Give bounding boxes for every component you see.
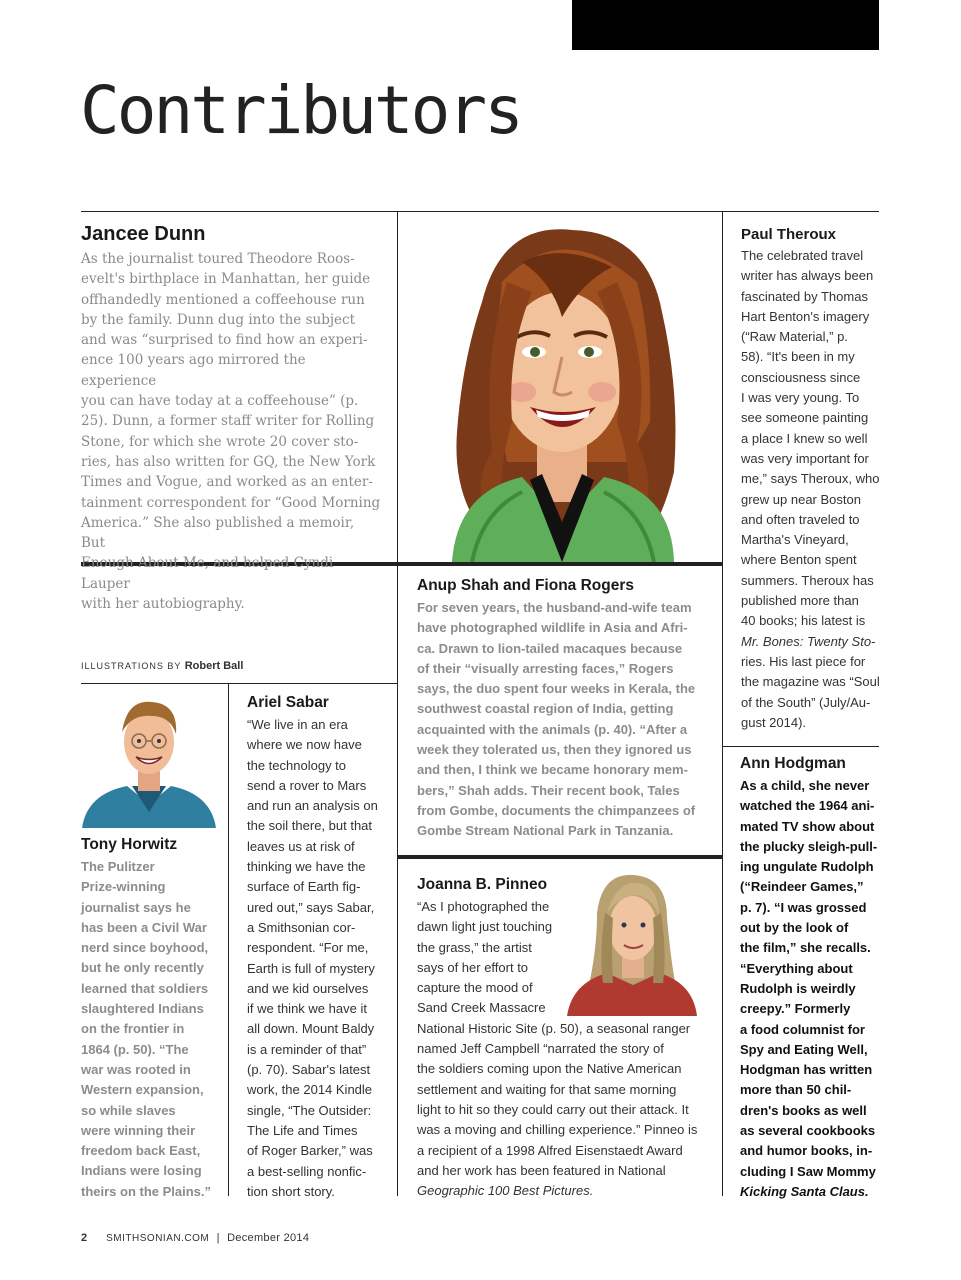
bio-line: as several cookbooks — [740, 1123, 876, 1139]
bio-line: send a rover to Mars — [247, 777, 367, 793]
bio-line: the soil there, but that — [247, 818, 373, 834]
bio-line: light to hit so they could carry out their attack. It — [417, 1101, 689, 1117]
bio-line: The celebrated travel — [741, 248, 864, 263]
bio-line: evelt's birthplace in Manhattan, her guide — [81, 271, 371, 288]
bio-line: ca. Drawn to lion-tailed macaques because — [417, 640, 683, 656]
bio-line: is a reminder of that” — [247, 1041, 367, 1057]
bio-line: has been a Civil War — [81, 919, 207, 935]
bio-line: creepy.” Formerly — [740, 1001, 851, 1017]
bio-line: work, the 2014 Kindle — [247, 1082, 373, 1098]
column-divider-lower — [228, 683, 229, 1196]
illustrations-credit — [81, 660, 243, 672]
bio-line: the grass,” the artist — [417, 939, 532, 955]
bio-line: a best-selling nonfic- — [247, 1163, 367, 1179]
bio-line: Geographic 100 Best Pictures. — [417, 1183, 594, 1199]
contributor-name: Paul Theroux — [741, 226, 837, 243]
bio-line: Gombe Stream National Park in Tanzania. — [417, 823, 674, 839]
bio-line: Enough About Me, and helped Cyndi Lauper — [81, 555, 334, 592]
bio-line: “Everything about — [740, 960, 853, 976]
bio-line: if we think we have it — [247, 1001, 367, 1017]
bio-line: and humor books, in- — [740, 1143, 873, 1159]
bio-line: out by the look of — [740, 920, 849, 936]
bio-line: Prize-winning — [81, 879, 166, 895]
contributor-bio — [741, 246, 886, 733]
contributor-name: Joanna B. Pinneo — [417, 876, 548, 893]
contributor-dunn — [81, 223, 381, 614]
bio-line: Indians were losing — [81, 1163, 202, 1179]
bio-line: the technology to — [247, 757, 347, 773]
bio-line: learned that soldiers — [81, 980, 209, 996]
bio-line: war was rooted in — [81, 1061, 191, 1077]
contributor-theroux — [741, 226, 886, 733]
contributor-name: Jancee Dunn — [81, 223, 206, 245]
bio-line: the magazine was “Soul — [741, 674, 880, 690]
bio-line: dren's books as well — [740, 1102, 867, 1118]
bio-line: thinking we have the — [247, 859, 366, 875]
bio-line: a food columnist for — [740, 1021, 865, 1037]
bio-line: leaves us at risk of — [247, 838, 355, 854]
bio-line: Kicking Santa Claus. — [740, 1183, 869, 1199]
page-title: Contributors — [80, 72, 521, 149]
credit-prefix: ILLUSTRATIONS BY — [81, 661, 182, 671]
bio-line: watched the 1964 ani- — [740, 798, 875, 814]
bio-line: of Roger Barker,” was — [247, 1143, 373, 1159]
bio-line: and we kid ourselves — [247, 980, 369, 996]
bio-line: Spy and Eating Well, — [740, 1041, 868, 1057]
bio-line: ing ungulate Rudolph — [740, 859, 874, 875]
bio-line: was very important for — [741, 450, 869, 466]
bio-line: The Pulitzer — [81, 859, 155, 874]
bio-line: “As I photographed the — [417, 899, 550, 914]
rule-right-lower — [722, 746, 879, 747]
bio-line: 25). Dunn, a former staff writer for Rolling — [81, 413, 375, 430]
bio-line: summers. Theroux has — [741, 572, 874, 588]
bio-line: week they tolerated us, then they ignored us — [417, 742, 692, 758]
thick-rule-center — [397, 855, 723, 859]
bio-line: and run an analysis on — [247, 798, 378, 814]
bio-line: tion short story. — [247, 1183, 335, 1199]
bio-line: so while slaves — [81, 1102, 176, 1118]
bio-line: ries, has also written for GQ, the New York — [81, 453, 376, 470]
footer-site: SMITHSONIAN.COM — [106, 1233, 210, 1244]
contributor-bio — [417, 598, 717, 842]
bio-line: The Life and Times — [247, 1122, 358, 1138]
bio-line: offhandedly mentioned a coffeehouse run — [81, 291, 365, 308]
contributor-sabar — [247, 694, 392, 1202]
bio-line: Earth is full of mystery — [247, 960, 375, 976]
bio-line: by the family. Dunn dug into the subject — [81, 311, 356, 328]
bio-line: you can have today at a coffeehouse” (p. — [81, 393, 359, 410]
bio-line: was a moving and chilling experience.” Pinneo is — [417, 1122, 698, 1138]
contributor-horwitz — [81, 836, 226, 1202]
contributor-bio — [740, 776, 885, 1202]
bio-line: 40 books; his latest is — [741, 613, 866, 629]
bio-line: settlement and waiting for that same morning — [417, 1081, 677, 1097]
bio-line: consciousness since — [741, 369, 861, 385]
header-black-bar — [572, 0, 879, 50]
bio-line: Stone, for which she wrote 20 cover sto- — [81, 433, 359, 450]
contributor-name: Anup Shah and Fiona Rogers — [417, 577, 635, 594]
footer-separator: | — [216, 1232, 220, 1244]
bio-line: (“Raw Material,” p. — [741, 329, 848, 345]
bio-line: and her work has been featured in National — [417, 1162, 666, 1178]
bio-line: from Gombe, documents the chimpanzees of — [417, 802, 696, 818]
bio-line: nerd since boyhood, — [81, 940, 209, 956]
bio-line: freedom back East, — [81, 1143, 201, 1159]
bio-line: Rudolph is weirdly — [740, 980, 856, 996]
bio-line: respondent. “For me, — [247, 940, 369, 956]
bio-line: named Jeff Campbell “narrated the story of — [417, 1041, 664, 1057]
page-number: 2 — [81, 1232, 88, 1244]
bio-line: p. 7). “I was grossed — [740, 899, 867, 915]
bio-line: me,” says Theroux, who — [741, 471, 880, 487]
bio-line: says of her effort to — [417, 959, 529, 975]
bio-line: Hodgman has written — [740, 1062, 873, 1078]
bio-line: of their “visually arresting faces,” Rogers — [417, 660, 674, 676]
contributor-bio — [81, 249, 381, 614]
bio-line: fascinated by Thomas — [741, 288, 868, 304]
contributor-name: Ariel Sabar — [247, 694, 329, 711]
contributor-bio — [247, 715, 392, 1202]
bio-line: dawn light just touching — [417, 919, 553, 935]
bio-line: all down. Mount Baldy — [247, 1021, 375, 1037]
bio-line: more than 50 chil- — [740, 1082, 852, 1098]
bio-line: Times and Vogue, and worked as an enter- — [81, 474, 373, 491]
bio-line: the film,” she recalls. — [740, 940, 871, 956]
bio-line: tainment correspondent for “Good Morning — [81, 494, 381, 511]
bio-line: gust 2014). — [741, 714, 807, 730]
bio-line: (p. 70). Sabar's latest — [247, 1062, 371, 1078]
bio-line: For seven years, the husband-and-wife team — [417, 600, 692, 615]
bio-line: with her autobiography. — [81, 596, 245, 613]
portrait-dunn — [412, 222, 714, 562]
bio-line: and then, I think we became honorary mem- — [417, 762, 688, 778]
bio-line: but he only recently — [81, 960, 204, 976]
bio-line: were winning their — [81, 1122, 196, 1138]
bio-line: of the South” (July/Au- — [741, 694, 871, 710]
bio-line: where Benton spent — [741, 552, 857, 568]
bio-line: the soldiers coming upon the Native American — [417, 1061, 682, 1077]
bio-line: As a child, she never — [740, 778, 870, 793]
bio-line: a recipient of a 1998 Alfred Eisenstaedt Award — [417, 1142, 683, 1158]
contributor-hodgman — [740, 755, 885, 1202]
bio-line: capture the mood of — [417, 980, 533, 996]
bio-line: As the journalist toured Theodore Roos- — [81, 251, 355, 267]
bio-line: mated TV show about — [740, 818, 875, 834]
bio-line: America.” She also published a memoir, But — [81, 514, 355, 552]
contributor-shah-rogers — [417, 577, 717, 842]
top-rule — [81, 211, 879, 212]
bio-line: bers,” Shah adds. Their recent book, Tales — [417, 782, 680, 798]
bio-line: grew up near Boston — [741, 491, 861, 507]
bio-line: Mr. Bones: Twenty Sto- — [741, 633, 876, 649]
bio-line: ries. His last piece for — [741, 653, 866, 669]
footer-date: December 2014 — [227, 1232, 310, 1244]
bio-line: a place I knew so well — [741, 430, 868, 446]
contributor-bio — [81, 857, 226, 1202]
bio-line: writer has always been — [741, 268, 874, 284]
bio-line: National Historic Site (p. 50), a seasonal ranger — [417, 1020, 691, 1036]
bio-line: and was “surprised to find how an experi- — [81, 332, 368, 349]
bio-line: “We live in an era — [247, 717, 348, 732]
portrait-pinneo — [567, 873, 697, 1016]
bio-line: ured out,” says Sabar, — [247, 899, 375, 915]
bio-line: see someone painting — [741, 410, 869, 426]
column-divider-right — [722, 211, 723, 1196]
bio-line: theirs on the Plains.” — [81, 1183, 212, 1199]
bio-line: (“Reindeer Games,” — [740, 879, 864, 895]
bio-line: ence 100 years ago mirrored the experience — [81, 352, 306, 389]
bio-line: Martha's Vineyard, — [741, 532, 849, 548]
bio-line: a Smithsonian cor- — [247, 919, 356, 935]
bio-line: where we now have — [247, 737, 362, 753]
bio-line: journalist says he — [81, 899, 191, 915]
bio-line: Sand Creek Massacre — [417, 1000, 546, 1016]
bio-line: slaughtered Indians — [81, 1001, 204, 1017]
bio-line: Hart Benton's imagery — [741, 308, 870, 324]
bio-line: says, the duo spent four weeks in Kerala, the — [417, 681, 696, 697]
rule-left-lower — [81, 683, 398, 684]
bio-line: have photographed wildlife in Asia and Afri- — [417, 620, 688, 636]
contributor-name: Tony Horwitz — [81, 836, 178, 853]
bio-line: southwest coastal region of India, getting — [417, 701, 674, 717]
bio-line: the plucky sleigh-pull- — [740, 838, 878, 854]
bio-line: 58). “It's been in my — [741, 349, 855, 365]
bio-line: I was very young. To — [741, 390, 860, 406]
bio-line: cluding I Saw Mommy — [740, 1163, 876, 1179]
bio-line: Western expansion, — [81, 1082, 204, 1098]
credit-artist: Robert Ball — [184, 660, 244, 672]
bio-line: single, “The Outsider: — [247, 1102, 372, 1118]
bio-line: acquainted with the animals (p. 40). “After a — [417, 721, 688, 737]
bio-line: and often traveled to — [741, 511, 860, 527]
footer — [81, 1232, 309, 1244]
bio-line: surface of Earth fig- — [247, 879, 361, 895]
bio-line: on the frontier in — [81, 1021, 185, 1037]
bio-line: published more than — [741, 593, 859, 609]
bio-line: 1864 (p. 50). “The — [81, 1041, 189, 1057]
column-divider-left — [397, 211, 398, 1196]
portrait-horwitz — [82, 694, 216, 828]
contributor-name: Ann Hodgman — [740, 755, 846, 772]
